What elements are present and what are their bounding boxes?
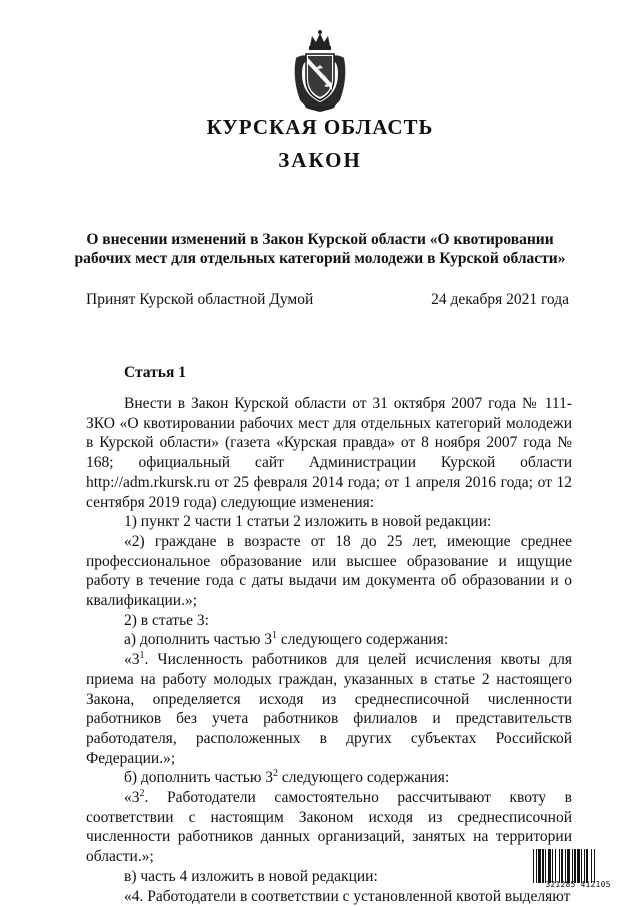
- barcode-bar: [586, 849, 588, 883]
- barcode-bar: [561, 849, 563, 883]
- adopted-by: Принят Курской областной Думой: [86, 291, 314, 308]
- barcode-bar: [538, 849, 541, 883]
- paragraph: в) часть 4 изложить в новой редакции:: [124, 867, 378, 885]
- article-body: [86, 394, 572, 906]
- coat-of-arms-icon: [288, 28, 352, 114]
- paragraph: «4. Работодатели в соответствии с установленной квотой выделяют: [124, 887, 571, 905]
- paragraph-text: «3: [124, 651, 140, 669]
- paragraph-text: следующего содержания:: [277, 631, 449, 649]
- law-subject: О внесении изменений в Закон Курской области «О квотировании рабочих мест для отдельных категорий молодежи в Курской области»: [74, 231, 566, 267]
- barcode-bar: [536, 849, 537, 883]
- superscript: 2: [139, 787, 145, 799]
- region-title: КУРСКАЯ ОБЛАСТЬ: [206, 115, 434, 139]
- adopted-date: 24 декабря 2021 года: [431, 291, 569, 308]
- paragraph: 1) пункт 2 части 1 статьи 2 изложить в новой редакции:: [124, 513, 492, 531]
- paragraph: 2) в статье 3:: [124, 611, 209, 629]
- paragraph: Внести в Закон Курской области от 31 октября 2007 года № 111-ЗКО «О квотировании рабочих мест для отдельных категорий молодежи в Курской области» (газета «Курская правда» от 8 ноября 2007 года № 168; официальный сайт Администрации Курской области http://adm.rkursk.ru от 25 февраля 2014 года; от 1 апреля 2016 года; от 12 сентября 2019 года) следующие изменения:: [86, 395, 572, 511]
- barcode-bar: [574, 849, 576, 883]
- paragraph-text: . Численность работников для целей исчисления квоты для приема на работу молодых граждан, указанных в статье 2 настоящего Закона, определяется исходя из среднесписочной численности работников без учета работников филиалов и представительств работодателя, расположенных в других субъектах Российской Федерации.»;: [86, 651, 572, 767]
- barcode-bar: [591, 849, 592, 883]
- paragraph-text: а) дополнить частью 3: [124, 631, 273, 649]
- barcode-bar: [594, 849, 595, 883]
- barcode-bar: [552, 849, 553, 883]
- barcode-bar: [542, 849, 544, 883]
- article-heading: Статья 1: [124, 364, 186, 381]
- paragraph: [86, 650, 572, 768]
- barcode-number: 321285 412105: [545, 880, 611, 889]
- barcode-bar: [581, 849, 582, 883]
- barcode-bar: [565, 849, 566, 883]
- barcode-bar: [577, 849, 580, 883]
- paragraph: «2) граждане в возрасте от 18 до 25 лет, имеющие среднее профессиональное образование или высшее образование и ищущие работу в течение года с даты выдачи им документа об образовании и о квалификации.»;: [86, 532, 572, 610]
- superscript: 2: [273, 768, 279, 780]
- paragraph: [86, 768, 572, 788]
- superscript: 1: [272, 630, 278, 642]
- paragraph: [86, 788, 572, 867]
- paragraph-text: «3: [124, 789, 140, 807]
- document-type-title: ЗАКОН: [278, 148, 362, 172]
- paragraph-text: следующего содержания:: [278, 769, 450, 787]
- paragraph-text: . Работодатели самостоятельно рассчитывают квоту в соответствии с настоящим Законом исходя из среднесписочной численности работников данных организаций, занятых на территории области.»;: [86, 789, 572, 866]
- barcode-bar: [545, 849, 546, 883]
- barcode-bar: [559, 849, 560, 883]
- superscript: 1: [139, 649, 145, 661]
- barcode-bar: [572, 849, 573, 883]
- barcode-bar: [548, 849, 551, 883]
- barcode-bar: [555, 849, 556, 883]
- barcode-bar: [567, 849, 570, 883]
- barcode-bar: [584, 849, 585, 883]
- paragraph-text: б) дополнить частью 3: [124, 769, 274, 787]
- barcode-bar: [533, 849, 534, 883]
- paragraph: [86, 630, 572, 650]
